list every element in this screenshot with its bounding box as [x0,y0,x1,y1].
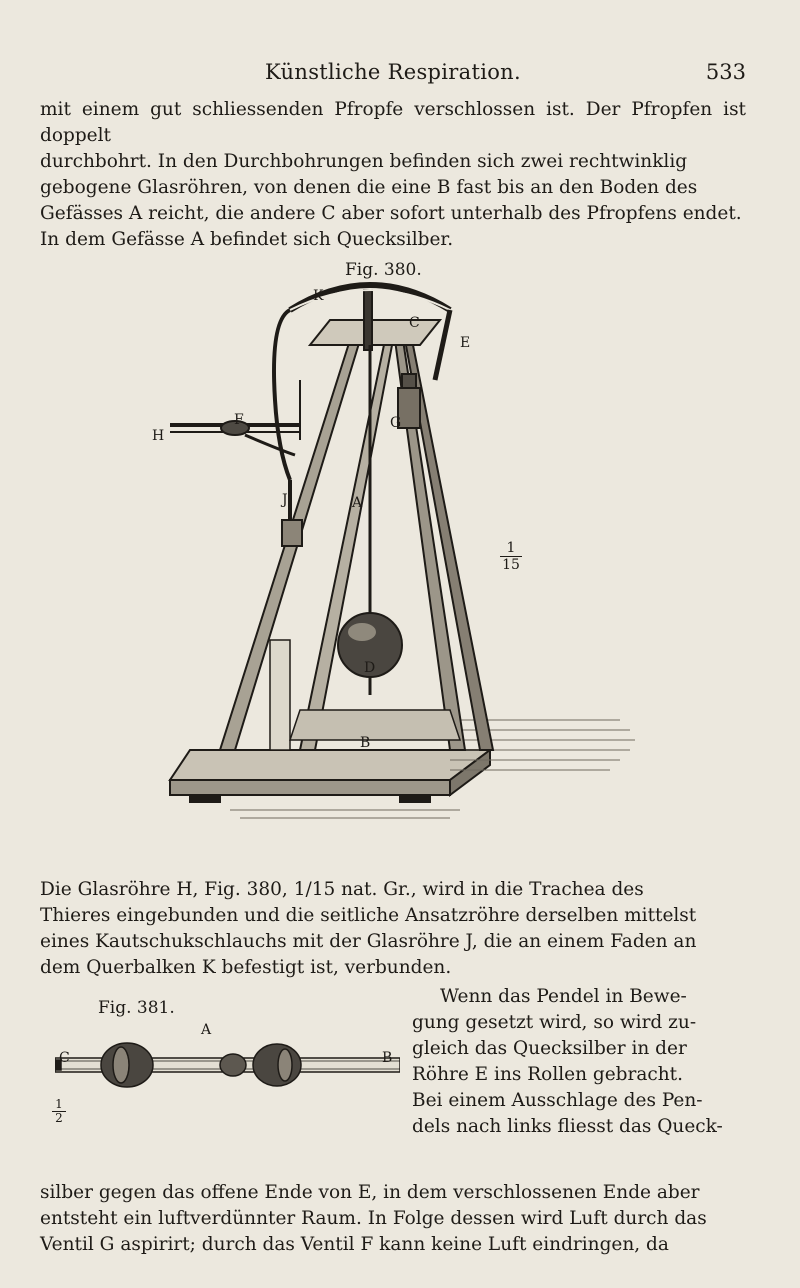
fig380-label-d: D [364,660,376,676]
fig380-scale [500,540,522,573]
text-line: Wenn das Pendel in Bewe- [440,986,687,1007]
text-line: entsteht ein luftverdünnter Raum. In Folge dessen wird Luft durch das [40,1208,707,1229]
text-line: eines Kautschukschlauchs mit der Glasröhre J, die an einem Faden an [40,931,697,952]
fig380-label-j: J [282,492,288,508]
fig380-label-k: K [313,288,324,304]
text-line: Ventil G aspirirt; durch das Ventil F kann keine Luft eindringen, da [40,1234,669,1255]
fig380-label-g: G [390,415,402,431]
running-title: Künstliche Respiration. [265,60,521,84]
paragraph-3 [40,1180,746,1258]
fig380-label-a: A [352,495,363,511]
fig381-label-a: A [201,1022,212,1038]
fig380-label-h: H [152,428,165,444]
page-number: 533 [705,60,746,84]
text-line: Thieres eingebunden und die seitliche Ansatzröhre derselben mittelst [40,905,697,926]
figure-380-illustration [150,280,650,860]
figure-381-caption: Fig. 381. [98,998,175,1018]
text-line: gung gesetzt wird, so wird zu- [412,1012,697,1033]
figure-381-illustration [55,1040,400,1090]
fig380-label-f: F [234,412,244,428]
text-line: Röhre E ins Rollen gebracht. [412,1064,683,1085]
text-line: Gefässes A reicht, die andere C aber sofort unterhalb des Pfropfens endet. [40,203,742,224]
figure-380-caption: Fig. 380. [345,260,422,280]
text-line: dem Querbalken K befestigt ist, verbunden. [40,957,452,978]
running-header [40,60,746,90]
text-line: Bei einem Ausschlage des Pen- [412,1090,703,1111]
fig381-label-c: C [59,1050,70,1066]
scale-denominator: 2 [55,1111,63,1125]
scale-denominator: 15 [502,557,520,573]
fig380-label-c: C [409,315,420,331]
text-line: gebogene Glasröhren, von denen die eine B fast bis an den Boden des [40,177,698,198]
text-line: Die Glasröhre H, Fig. 380, 1/15 nat. Gr., wird in die Trachea des [40,879,644,900]
text-line: silber gegen das offene Ende von E, in dem verschlossenen Ende aber [40,1182,700,1203]
intro-paragraph [40,97,746,253]
fig381-scale [52,1098,66,1125]
scale-numerator: 1 [500,540,522,557]
text-line: durchbohrt. In den Durchbohrungen befinden sich zwei rechtwinklig [40,151,688,172]
fig380-label-b: B [360,735,371,751]
paragraph-2 [40,877,746,981]
wrapped-paragraph [412,984,746,1140]
text-line: mit einem gut schliessenden Pfropfe verschlossen ist. Der Pfropfen ist doppelt [40,99,746,146]
text-line: In dem Gefässe A befindet sich Quecksilber. [40,229,454,250]
text-line: gleich das Quecksilber in der [412,1038,687,1059]
scale-numerator: 1 [52,1098,66,1112]
fig380-label-e: E [460,335,471,351]
fig381-label-b: B [382,1050,393,1066]
text-line: dels nach links fliesst das Queck- [412,1116,723,1137]
